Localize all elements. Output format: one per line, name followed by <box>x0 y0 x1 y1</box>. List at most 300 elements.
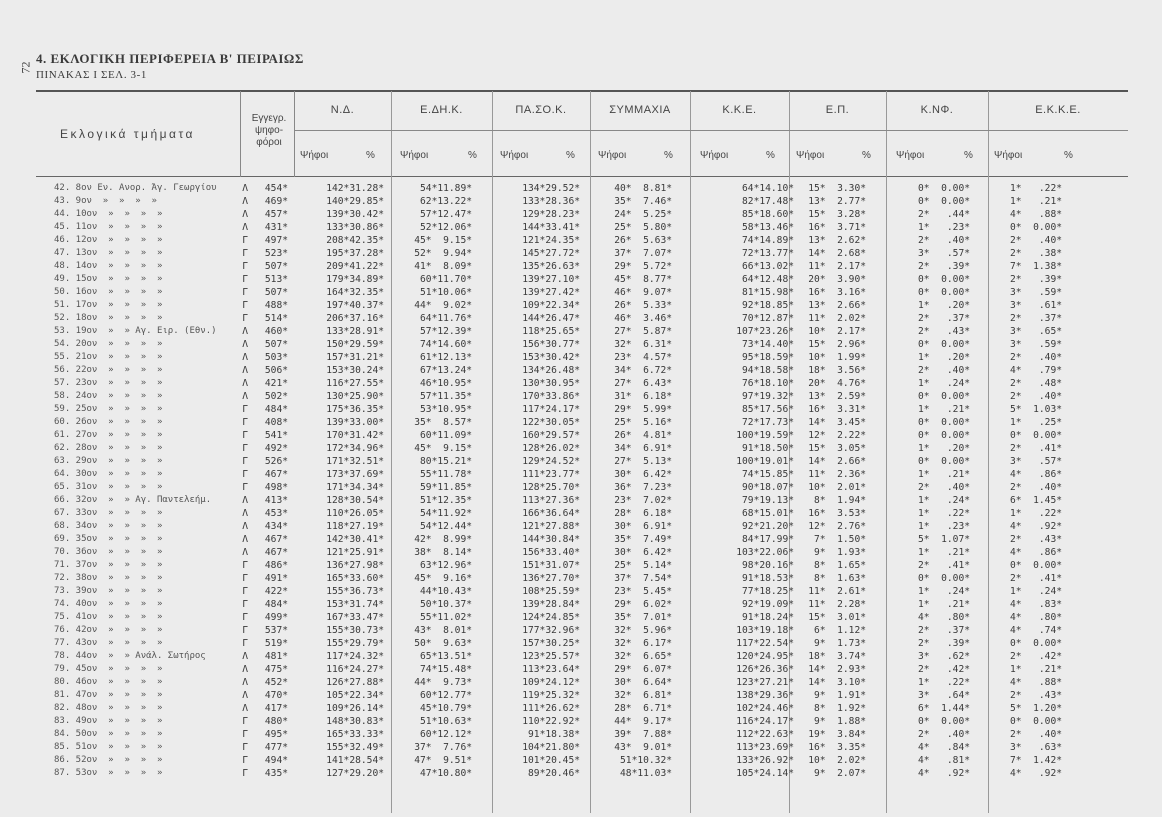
row-party-value: 2* .40* <box>1010 482 1062 493</box>
row-party-value: 2* .38* <box>1010 248 1062 259</box>
row-type: Λ <box>242 209 248 220</box>
row-party-value: 15* 3.05* <box>808 443 866 454</box>
row-party-value: 66*13.02* <box>742 261 794 272</box>
row-party-value: 3* .63* <box>1010 742 1062 753</box>
row-party-value: 35* 7.01* <box>614 612 672 623</box>
row-party-value: 100*19.59* <box>736 430 794 441</box>
row-party-value: 157*30.25* <box>522 638 580 649</box>
row-party-value: 46*10.95* <box>420 378 472 389</box>
row-registered: 523* <box>264 248 288 259</box>
row-type: Λ <box>242 365 248 376</box>
row-party-value: 37* 7.54* <box>614 573 672 584</box>
row-label: 43. 9ον » » » » <box>54 196 157 206</box>
row-party-value: 112*22.63* <box>736 729 794 740</box>
row-party-value: 0* 0.00* <box>918 339 970 350</box>
row-party-value: 51*10.32* <box>620 755 672 766</box>
row-party-value: 1* .21* <box>1010 664 1062 675</box>
row-party-value: 135*26.63* <box>522 261 580 272</box>
row-party-value: 67*13.24* <box>420 365 472 376</box>
row-party-value: 20* 4.76* <box>808 378 866 389</box>
row-party-value: 1* .24* <box>918 586 970 597</box>
row-party-value: 2* .42* <box>918 664 970 675</box>
row-party-value: 64*11.76* <box>420 313 472 324</box>
row-party-value: 92*19.09* <box>742 599 794 610</box>
row-party-value: 2* .40* <box>1010 729 1062 740</box>
row-party-value: 15* 3.28* <box>808 209 866 220</box>
row-label: 77. 43ον » » » » <box>54 638 163 648</box>
row-party-value: 73*14.40* <box>742 339 794 350</box>
row-party-value: 139*30.42* <box>326 209 384 220</box>
row-party-value: 8* 1.63* <box>814 573 866 584</box>
row-label: 84. 50ον » » » » <box>54 729 163 739</box>
row-party-value: 34* 6.72* <box>614 365 672 376</box>
row-party-value: 110*22.92* <box>522 716 580 727</box>
row-type: Γ <box>242 417 248 428</box>
row-party-value: 23* 7.02* <box>614 495 672 506</box>
row-party-value: 141*28.54* <box>326 755 384 766</box>
row-label: 69. 35ον » » » » <box>54 534 163 544</box>
row-party-value: 29* 6.02* <box>614 599 672 610</box>
row-party-value: 51*12.35* <box>420 495 472 506</box>
row-registered: 484* <box>264 404 288 415</box>
row-registered: 467* <box>264 534 288 545</box>
row-party-value: 2* .44* <box>918 209 970 220</box>
row-party-value: 134*29.52* <box>522 183 580 194</box>
row-party-value: 133*30.86* <box>326 222 384 233</box>
row-party-value: 134*26.48* <box>522 365 580 376</box>
row-party-value: 14* 2.93* <box>808 664 866 675</box>
row-party-value: 8* 1.65* <box>814 560 866 571</box>
row-party-value: 84*17.99* <box>742 534 794 545</box>
row-party-value: 85*18.60* <box>742 209 794 220</box>
row-party-value: 104*21.80* <box>522 742 580 753</box>
row-party-value: 60*11.09* <box>420 430 472 441</box>
row-party-value: 173*37.69* <box>326 469 384 480</box>
row-registered: 434* <box>264 521 288 532</box>
row-type: Λ <box>242 196 248 207</box>
row-party-value: 2* .40* <box>918 482 970 493</box>
row-party-value: 117*24.32* <box>326 651 384 662</box>
row-party-value: 0* 0.00* <box>1010 430 1062 441</box>
row-party-value: 79*19.13* <box>742 495 794 506</box>
row-party-value: 1* .21* <box>918 469 970 480</box>
row-party-value: 10* 2.02* <box>808 755 866 766</box>
header-rule-top <box>36 90 1128 92</box>
row-registered: 484* <box>264 599 288 610</box>
row-party-value: 3* .57* <box>918 248 970 259</box>
row-party-value: 157*31.21* <box>326 352 384 363</box>
row-party-value: 39* 7.88* <box>614 729 672 740</box>
row-label: 45. 11ον » » » » <box>54 222 163 232</box>
row-party-value: 16* 3.35* <box>808 742 866 753</box>
row-label: 42. 8ον Εν. Ανορ. Άγ. Γεωργίου <box>54 183 217 193</box>
row-party-value: 30* 6.42* <box>614 547 672 558</box>
row-party-value: 90*18.07* <box>742 482 794 493</box>
row-party-value: 0* 0.00* <box>918 573 970 584</box>
row-party-value: 4* .81* <box>918 755 970 766</box>
row-party-value: 29* 5.72* <box>614 261 672 272</box>
table-subtitle: ΠΙΝΑΚΑΣ I ΣΕΛ. 3-1 <box>36 69 148 81</box>
row-type: Γ <box>242 469 248 480</box>
row-party-value: 165*33.33* <box>326 729 384 740</box>
header-votes-label: Ψήφοι <box>994 150 1023 161</box>
row-party-value: 3* .61* <box>1010 300 1062 311</box>
row-label: 51. 17ον » » » » <box>54 300 163 310</box>
row-party-value: 8* 1.94* <box>814 495 866 506</box>
row-party-value: 15* 2.96* <box>808 339 866 350</box>
row-label: 48. 14ον » » » » <box>54 261 163 271</box>
row-label: 46. 12ον » » » » <box>54 235 163 245</box>
row-party-value: 3* .64* <box>918 690 970 701</box>
row-party-value: 57*12.39* <box>420 326 472 337</box>
row-registered: 422* <box>264 586 288 597</box>
row-party-value: 6* 1.12* <box>814 625 866 636</box>
row-party-value: 2* .39* <box>918 261 970 272</box>
row-party-value: 47*10.80* <box>420 768 472 779</box>
row-party-value: 197*40.37* <box>326 300 384 311</box>
row-party-value: 28* 6.71* <box>614 703 672 714</box>
row-party-value: 116*24.17* <box>736 716 794 727</box>
row-party-value: 155*29.79* <box>326 638 384 649</box>
row-party-value: 55*11.78* <box>420 469 472 480</box>
row-party-value: 53*10.95* <box>420 404 472 415</box>
column-divider <box>590 91 591 813</box>
row-type: Λ <box>242 508 248 519</box>
row-party-value: 19* 3.84* <box>808 729 866 740</box>
row-party-value: 1* .21* <box>918 599 970 610</box>
row-party-value: 2* .39* <box>1010 274 1062 285</box>
row-party-value: 103*19.18* <box>736 625 794 636</box>
row-type: Λ <box>242 326 248 337</box>
column-divider <box>886 91 887 813</box>
row-registered: 507* <box>264 287 288 298</box>
row-party-value: 11* 2.17* <box>808 261 866 272</box>
row-party-value: 4* .83* <box>1010 599 1062 610</box>
row-label: 87. 53ον » » » » <box>54 768 163 778</box>
row-party-value: 136*27.98* <box>326 560 384 571</box>
row-party-value: 58*13.46* <box>742 222 794 233</box>
row-party-value: 92*18.85* <box>742 300 794 311</box>
row-registered: 526* <box>264 456 288 467</box>
row-registered: 454* <box>264 183 288 194</box>
row-label: 52. 18ον » » » » <box>54 313 163 323</box>
row-party-value: 16* 3.53* <box>808 508 866 519</box>
row-party-value: 14* 3.10* <box>808 677 866 688</box>
row-label: 80. 46ον » » » » <box>54 677 163 687</box>
row-party-value: 111*23.77* <box>522 469 580 480</box>
row-party-value: 153*30.24* <box>326 365 384 376</box>
row-party-value: 145*27.72* <box>522 248 580 259</box>
row-party-value: 64*12.48* <box>742 274 794 285</box>
row-party-value: 3* .59* <box>1010 339 1062 350</box>
row-party-value: 156*30.77* <box>522 339 580 350</box>
row-party-value: 107*23.26* <box>736 326 794 337</box>
row-party-value: 74*15.48* <box>420 664 472 675</box>
row-party-value: 156*33.40* <box>522 547 580 558</box>
row-party-value: 13* 2.59* <box>808 391 866 402</box>
row-party-value: 74*15.85* <box>742 469 794 480</box>
row-party-value: 7* 1.42* <box>1010 755 1062 766</box>
row-party-value: 25* 5.14* <box>614 560 672 571</box>
row-registered: 417* <box>264 703 288 714</box>
row-type: Γ <box>242 443 248 454</box>
row-party-value: 177*32.96* <box>522 625 580 636</box>
column-divider <box>492 91 493 813</box>
row-party-value: 0* 0.00* <box>918 391 970 402</box>
row-party-value: 72*13.77* <box>742 248 794 259</box>
row-party-value: 1* .23* <box>918 521 970 532</box>
row-party-value: 144*30.84* <box>522 534 580 545</box>
row-label: 86. 52ον » » » » <box>54 755 163 765</box>
row-party-value: 2* .42* <box>1010 651 1062 662</box>
row-party-value: 27* 6.43* <box>614 378 672 389</box>
row-party-value: 98*20.16* <box>742 560 794 571</box>
row-party-value: 40* 8.81* <box>614 183 672 194</box>
row-party-value: 92*21.20* <box>742 521 794 532</box>
row-party-value: 133*28.36* <box>522 196 580 207</box>
header-pct-label: % <box>766 150 775 161</box>
header-pct-label: % <box>566 150 575 161</box>
row-type: Γ <box>242 586 248 597</box>
row-party-value: 153*30.42* <box>522 352 580 363</box>
row-label: 72. 38ον » » » » <box>54 573 163 583</box>
row-registered: 507* <box>264 339 288 350</box>
row-party-value: 35* 7.49* <box>614 534 672 545</box>
row-label: 71. 37ον » » » » <box>54 560 163 570</box>
row-party-value: 2* .40* <box>918 235 970 246</box>
row-type: Λ <box>242 534 248 545</box>
page-title: 4. ΕΚΛΟΓΙΚΗ ΠΕΡΙΦΕΡΕΙΑ Β' ΠΕΙΡΑΙΩΣ <box>36 51 304 66</box>
row-party-value: 4* .79* <box>1010 365 1062 376</box>
row-party-value: 1* .20* <box>918 352 970 363</box>
row-party-value: 136*27.70* <box>522 573 580 584</box>
row-label: 79. 45ον » » » » <box>54 664 163 674</box>
row-party-value: 128*30.54* <box>326 495 384 506</box>
column-divider <box>988 91 989 813</box>
row-party-value: 142*30.41* <box>326 534 384 545</box>
row-label: 78. 44ον » » Ανάλ. Σωτήρος <box>54 651 206 661</box>
row-party-value: 54*12.44* <box>420 521 472 532</box>
row-party-value: 0* 0.00* <box>918 196 970 207</box>
row-label: 57. 23ον » » » » <box>54 378 163 388</box>
row-type: Λ <box>242 664 248 675</box>
row-party-value: 111*26.62* <box>522 703 580 714</box>
row-party-value: 52* 9.94* <box>414 248 472 259</box>
row-party-value: 12* 2.76* <box>808 521 866 532</box>
row-type: Λ <box>242 339 248 350</box>
row-party-value: 0* 0.00* <box>918 417 970 428</box>
row-party-value: 127*29.20* <box>326 768 384 779</box>
row-party-value: 4* .86* <box>1010 469 1062 480</box>
row-party-value: 23* 4.57* <box>614 352 672 363</box>
row-party-value: 2* .40* <box>918 729 970 740</box>
row-registered: 494* <box>264 755 288 766</box>
header-party-nd: Ν.Δ. <box>330 104 355 116</box>
row-registered: 506* <box>264 365 288 376</box>
row-party-value: 0* 0.00* <box>918 183 970 194</box>
row-type: Γ <box>242 300 248 311</box>
row-party-value: 133*26.92* <box>736 755 794 766</box>
row-party-value: 119*25.32* <box>522 690 580 701</box>
row-party-value: 54*11.89* <box>420 183 472 194</box>
row-type: Γ <box>242 625 248 636</box>
header-votes-label: Ψήφοι <box>796 150 825 161</box>
row-party-value: 60*11.70* <box>420 274 472 285</box>
row-party-value: 108*25.59* <box>522 586 580 597</box>
row-type: Λ <box>242 352 248 363</box>
row-party-value: 110*26.05* <box>326 508 384 519</box>
row-party-value: 2* .37* <box>1010 313 1062 324</box>
row-label: 75. 41ον » » » » <box>54 612 163 622</box>
row-type: Γ <box>242 313 248 324</box>
row-party-value: 3* .59* <box>1010 287 1062 298</box>
row-label: 74. 40ον » » » » <box>54 599 163 609</box>
row-party-value: 94*18.58* <box>742 365 794 376</box>
row-party-value: 171*32.51* <box>326 456 384 467</box>
row-label: 59. 25ον » » » » <box>54 404 163 414</box>
row-party-value: 43* 8.01* <box>414 625 472 636</box>
row-party-value: 209*41.22* <box>326 261 384 272</box>
row-party-value: 2* .43* <box>1010 534 1062 545</box>
row-party-value: 9* 1.91* <box>814 690 866 701</box>
column-divider <box>240 91 241 177</box>
row-party-value: 27* 5.87* <box>614 326 672 337</box>
row-party-value: 121*25.91* <box>326 547 384 558</box>
row-party-value: 64*14.10* <box>742 183 794 194</box>
row-party-value: 4* .88* <box>1010 209 1062 220</box>
row-party-value: 0* 0.00* <box>918 456 970 467</box>
row-party-value: 44* 9.73* <box>414 677 472 688</box>
row-party-value: 130*25.90* <box>326 391 384 402</box>
row-registered: 435* <box>264 768 288 779</box>
row-party-value: 0* 0.00* <box>918 716 970 727</box>
row-label: 50. 16ον » » » » <box>54 287 163 297</box>
row-party-value: 38* 8.14* <box>414 547 472 558</box>
row-party-value: 4* .80* <box>1010 612 1062 623</box>
row-party-value: 1* .22* <box>1010 508 1062 519</box>
row-type: Γ <box>242 573 248 584</box>
row-party-value: 0* 0.00* <box>918 274 970 285</box>
row-party-value: 50* 9.63* <box>414 638 472 649</box>
row-label: 73. 39ον » » » » <box>54 586 163 596</box>
row-type: Γ <box>242 638 248 649</box>
row-registered: 480* <box>264 716 288 727</box>
row-party-value: 113*23.64* <box>522 664 580 675</box>
row-label: 81. 47ον » » » » <box>54 690 163 700</box>
row-label: 44. 10ον » » » » <box>54 209 163 219</box>
row-party-value: 118*25.65* <box>522 326 580 337</box>
row-party-value: 6* 1.44* <box>918 703 970 714</box>
row-party-value: 74*14.89* <box>742 235 794 246</box>
row-party-value: 32* 5.96* <box>614 625 672 636</box>
row-party-value: 14* 2.68* <box>808 248 866 259</box>
row-party-value: 148*30.83* <box>326 716 384 727</box>
header-party-ekke: Ε.Κ.Κ.Ε. <box>1035 104 1081 116</box>
row-party-value: 44* 9.17* <box>614 716 672 727</box>
row-label: 83. 49ον » » » » <box>54 716 163 726</box>
header-sections-label: Εκλογικά τμήματα <box>60 127 195 141</box>
row-party-value: 44* 9.02* <box>414 300 472 311</box>
row-party-value: 133*28.91* <box>326 326 384 337</box>
row-registered: 502* <box>264 391 288 402</box>
header-registered-label: Εγγεγρ. ψηφο-φόροι <box>251 113 287 148</box>
row-party-value: 140*29.85* <box>326 196 384 207</box>
row-party-value: 1* .22* <box>1010 183 1062 194</box>
row-type: Λ <box>242 183 248 194</box>
row-party-value: 62*13.22* <box>420 196 472 207</box>
row-registered: 519* <box>264 638 288 649</box>
row-party-value: 9* 2.07* <box>814 768 866 779</box>
row-party-value: 171*34.34* <box>326 482 384 493</box>
row-party-value: 208*42.35* <box>326 235 384 246</box>
row-party-value: 117*24.17* <box>522 404 580 415</box>
row-party-value: 34* 6.91* <box>614 443 672 454</box>
row-type: Λ <box>242 651 248 662</box>
row-party-value: 2* .48* <box>1010 378 1062 389</box>
row-party-value: 195*37.28* <box>326 248 384 259</box>
header-votes-label: Ψήφοι <box>598 150 627 161</box>
header-party-ep: Ε.Π. <box>825 104 850 116</box>
row-registered: 491* <box>264 573 288 584</box>
row-type: Γ <box>242 274 248 285</box>
row-type: Γ <box>242 560 248 571</box>
row-type: Γ <box>242 755 248 766</box>
row-party-value: 54*11.92* <box>420 508 472 519</box>
row-party-value: 30* 6.42* <box>614 469 672 480</box>
row-party-value: 122*30.05* <box>522 417 580 428</box>
row-party-value: 60*12.77* <box>420 690 472 701</box>
row-party-value: 126*27.88* <box>326 677 384 688</box>
row-party-value: 45* 9.16* <box>414 573 472 584</box>
row-type: Γ <box>242 287 248 298</box>
row-party-value: 45* 8.77* <box>614 274 672 285</box>
row-party-value: 4* .86* <box>1010 547 1062 558</box>
header-subrule <box>294 130 1128 131</box>
row-party-value: 1* .22* <box>918 508 970 519</box>
header-pct-label: % <box>366 150 375 161</box>
row-party-value: 0* 0.00* <box>1010 222 1062 233</box>
row-party-value: 142*31.28* <box>326 183 384 194</box>
row-party-value: 32* 6.65* <box>614 651 672 662</box>
row-party-value: 1* .20* <box>918 300 970 311</box>
row-type: Λ <box>242 391 248 402</box>
row-party-value: 118*27.19* <box>326 521 384 532</box>
row-registered: 495* <box>264 729 288 740</box>
row-party-value: 68*15.01* <box>742 508 794 519</box>
row-party-value: 1* .24* <box>918 495 970 506</box>
row-party-value: 144*33.41* <box>522 222 580 233</box>
row-party-value: 138*29.36* <box>736 690 794 701</box>
row-type: Γ <box>242 235 248 246</box>
row-party-value: 26* 4.81* <box>614 430 672 441</box>
row-label: 82. 48ον » » » » <box>54 703 163 713</box>
row-party-value: 97*19.32* <box>742 391 794 402</box>
row-party-value: 70*12.87* <box>742 313 794 324</box>
header-pct-label: % <box>1064 150 1073 161</box>
header-votes-label: Ψήφοι <box>300 150 329 161</box>
row-type: Γ <box>242 716 248 727</box>
row-party-value: 164*32.35* <box>326 287 384 298</box>
row-party-value: 3* .65* <box>1010 326 1062 337</box>
header-party-symmachia: ΣΥΜΜΑΧΙΑ <box>609 104 671 116</box>
row-party-value: 10* 1.99* <box>808 352 866 363</box>
row-party-value: 55*11.02* <box>420 612 472 623</box>
row-party-value: 1* .24* <box>1010 586 1062 597</box>
row-party-value: 30* 6.64* <box>614 677 672 688</box>
column-divider <box>391 91 392 813</box>
row-registered: 460* <box>264 326 288 337</box>
row-party-value: 8* 1.92* <box>814 703 866 714</box>
